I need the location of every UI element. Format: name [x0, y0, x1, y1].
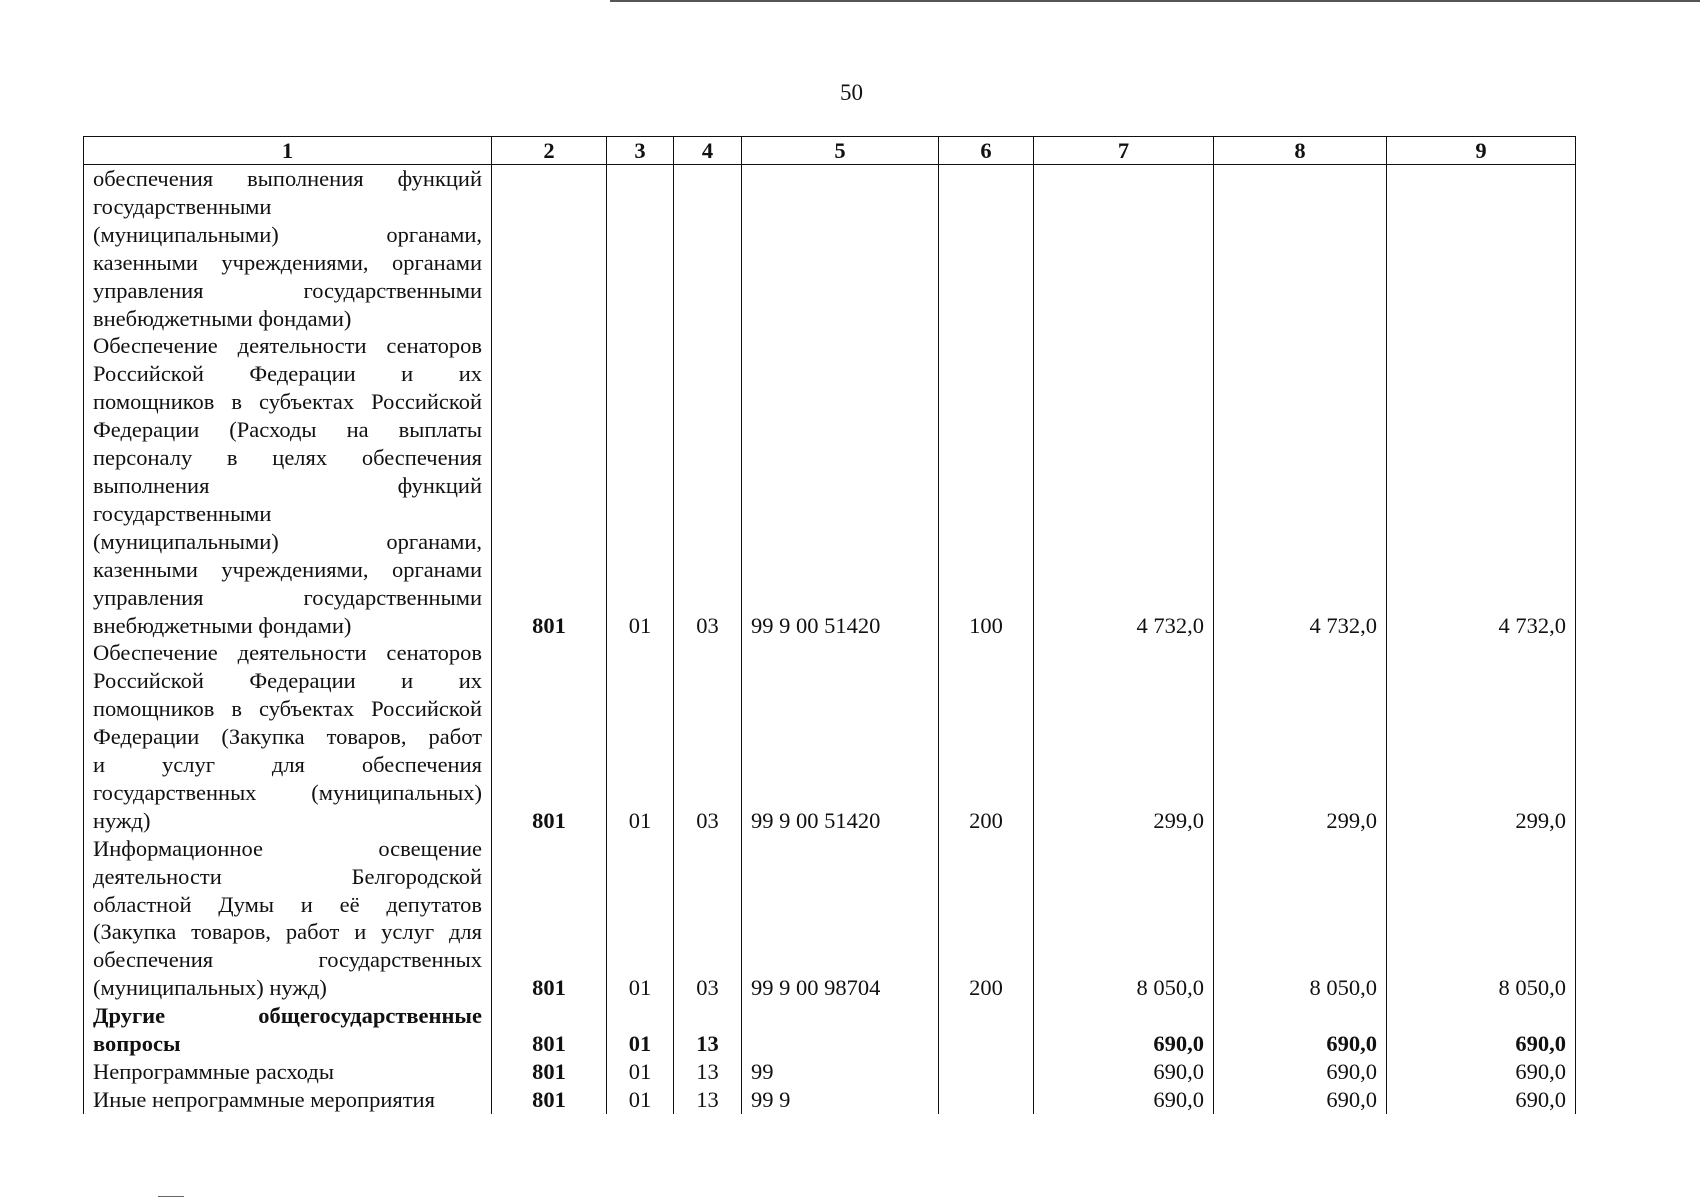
expense-type-cell — [939, 1002, 1034, 1058]
top-edge-rule — [610, 0, 1700, 2]
subsection-code-cell — [674, 165, 742, 333]
row-name-line: (муниципальными) органами, — [93, 528, 482, 554]
row-name-cell — [84, 165, 492, 333]
row-name-line: (Закупка товаров, работ и услуг для — [93, 919, 482, 945]
row-name-line: деятельности Белгородской — [93, 863, 482, 889]
row-name-line: и услуг для обеспечения — [93, 752, 482, 778]
amount-year1-cell: 690,0 — [1034, 1002, 1214, 1058]
row-name-line: государственными — [93, 500, 272, 526]
admin-code-cell — [492, 165, 607, 333]
row-name-line: Федерации (Закупка товаров, работ — [93, 724, 482, 750]
subsection-code-cell: 13 — [674, 1002, 742, 1058]
column-header-9: 9 — [1387, 137, 1576, 165]
amount-year3-cell: 299,0 — [1387, 639, 1576, 834]
target-article-cell: 99 9 — [742, 1086, 939, 1114]
row-name-line: внебюджетными фондами) — [93, 612, 352, 638]
amount-year3-cell: 690,0 — [1387, 1002, 1576, 1058]
section-code-cell: 01 — [607, 332, 674, 639]
admin-code-cell: 801 — [492, 1058, 607, 1086]
row-name-line: (муниципальных) нужд) — [93, 975, 327, 1001]
column-header-6: 6 — [939, 137, 1034, 165]
amount-year2-cell: 299,0 — [1214, 639, 1387, 834]
admin-code-cell: 801 — [492, 639, 607, 834]
row-name-line: выполнения функций — [93, 472, 482, 498]
amount-year2-cell — [1214, 165, 1387, 333]
amount-year1-cell: 690,0 — [1034, 1086, 1214, 1114]
column-header-5: 5 — [742, 137, 939, 165]
column-header-7: 7 — [1034, 137, 1214, 165]
subsection-code-cell: 03 — [674, 639, 742, 834]
row-name-line: помощников в субъектах Российской — [93, 696, 482, 722]
page-number: 50 — [840, 80, 863, 105]
section-code-cell: 01 — [607, 1058, 674, 1086]
row-name-cell — [84, 332, 492, 639]
expense-type-cell — [939, 1086, 1034, 1114]
table-row — [84, 1058, 1576, 1086]
table-row — [84, 332, 1576, 639]
column-header-2: 2 — [492, 137, 607, 165]
row-name-cell — [84, 1058, 492, 1086]
row-name-line: казенными учреждениями, органами — [93, 249, 482, 275]
row-name-line: Российской Федерации и их — [93, 361, 482, 387]
table-row — [84, 639, 1576, 834]
row-name-line: казенными учреждениями, органами — [93, 556, 482, 582]
table-body — [84, 165, 1576, 1114]
section-code-cell: 01 — [607, 639, 674, 834]
target-article-cell: 99 9 00 51420 — [742, 332, 939, 639]
row-name-line: Иные непрограммные мероприятия — [93, 1086, 435, 1112]
column-header-8: 8 — [1214, 137, 1387, 165]
expense-type-cell: 200 — [939, 835, 1034, 1002]
column-header-3: 3 — [607, 137, 674, 165]
expense-type-cell: 200 — [939, 639, 1034, 834]
amount-year3-cell — [1387, 165, 1576, 333]
target-article-cell: 99 9 00 98704 — [742, 835, 939, 1002]
admin-code-cell: 801 — [492, 835, 607, 1002]
column-header-4: 4 — [674, 137, 742, 165]
target-article-cell — [742, 165, 939, 333]
amount-year3-cell: 8 050,0 — [1387, 835, 1576, 1002]
subsection-code-cell: 03 — [674, 835, 742, 1002]
amount-year1-cell: 299,0 — [1034, 639, 1214, 834]
row-name-cell — [84, 1086, 492, 1114]
section-code-cell: 01 — [607, 835, 674, 1002]
row-name-line: управления государственными — [93, 277, 482, 303]
row-name-cell — [84, 835, 492, 1002]
expense-type-cell: 100 — [939, 332, 1034, 639]
table-row — [84, 1086, 1576, 1114]
row-name-line: вопросы — [93, 1031, 181, 1057]
column-header-1: 1 — [84, 137, 492, 165]
expense-type-cell — [939, 165, 1034, 333]
subsection-code-cell: 03 — [674, 332, 742, 639]
amount-year1-cell: 690,0 — [1034, 1058, 1214, 1086]
amount-year2-cell: 8 050,0 — [1214, 835, 1387, 1002]
row-name-line: персоналу в целях обеспечения — [93, 445, 482, 471]
row-name-line: Российской Федерации и их — [93, 668, 482, 694]
amount-year1-cell: 8 050,0 — [1034, 835, 1214, 1002]
row-name-line: областной Думы и её депутатов — [93, 891, 482, 917]
row-name-cell — [84, 639, 492, 834]
row-name-line: управления государственными — [93, 584, 482, 610]
amount-year3-cell: 690,0 — [1387, 1058, 1576, 1086]
section-code-cell — [607, 165, 674, 333]
admin-code-cell: 801 — [492, 332, 607, 639]
column-number-row — [84, 137, 1576, 165]
amount-year1-cell — [1034, 165, 1214, 333]
table-row — [84, 165, 1576, 333]
table-row — [84, 835, 1576, 1002]
row-name-line: государственных (муниципальных) — [93, 779, 482, 805]
row-name-line: внебюджетными фондами) — [93, 305, 352, 331]
row-name-line: Информационное освещение — [93, 835, 482, 861]
admin-code-cell: 801 — [492, 1086, 607, 1114]
row-name-line: Обеспечение деятельности сенаторов — [93, 640, 482, 666]
row-name-line: Непрограммные расходы — [93, 1059, 334, 1084]
row-name-line: помощников в субъектах Российской — [93, 389, 482, 415]
row-name-line: обеспечения государственных — [93, 947, 482, 973]
row-name-line: государственными — [93, 193, 272, 219]
table-row — [84, 1002, 1576, 1058]
subsection-code-cell: 13 — [674, 1086, 742, 1114]
subsection-code-cell: 13 — [674, 1058, 742, 1086]
amount-year3-cell: 4 732,0 — [1387, 332, 1576, 639]
amount-year2-cell: 690,0 — [1214, 1058, 1387, 1086]
row-name-line: обеспечения выполнения функций — [93, 166, 482, 191]
row-name-cell — [84, 1002, 492, 1058]
amount-year3-cell: 690,0 — [1387, 1086, 1576, 1114]
amount-year2-cell: 690,0 — [1214, 1002, 1387, 1058]
row-name-line: Федерации (Расходы на выплаты — [93, 417, 482, 443]
row-name-line: (муниципальными) органами, — [93, 221, 482, 247]
target-article-cell: 99 9 00 51420 — [742, 639, 939, 834]
amount-year2-cell: 690,0 — [1214, 1086, 1387, 1114]
section-code-cell: 01 — [607, 1086, 674, 1114]
section-code-cell: 01 — [607, 1002, 674, 1058]
admin-code-cell: 801 — [492, 1002, 607, 1058]
amount-year2-cell: 4 732,0 — [1214, 332, 1387, 639]
bottom-margin-mark — [158, 1196, 184, 1197]
budget-table — [83, 136, 1576, 1114]
target-article-cell — [742, 1002, 939, 1058]
expense-type-cell — [939, 1058, 1034, 1086]
row-name-line: Другие общегосударственные — [93, 1003, 482, 1029]
target-article-cell: 99 — [742, 1058, 939, 1086]
amount-year1-cell: 4 732,0 — [1034, 332, 1214, 639]
row-name-line: нужд) — [93, 807, 151, 833]
row-name-line: Обеспечение деятельности сенаторов — [93, 333, 482, 359]
